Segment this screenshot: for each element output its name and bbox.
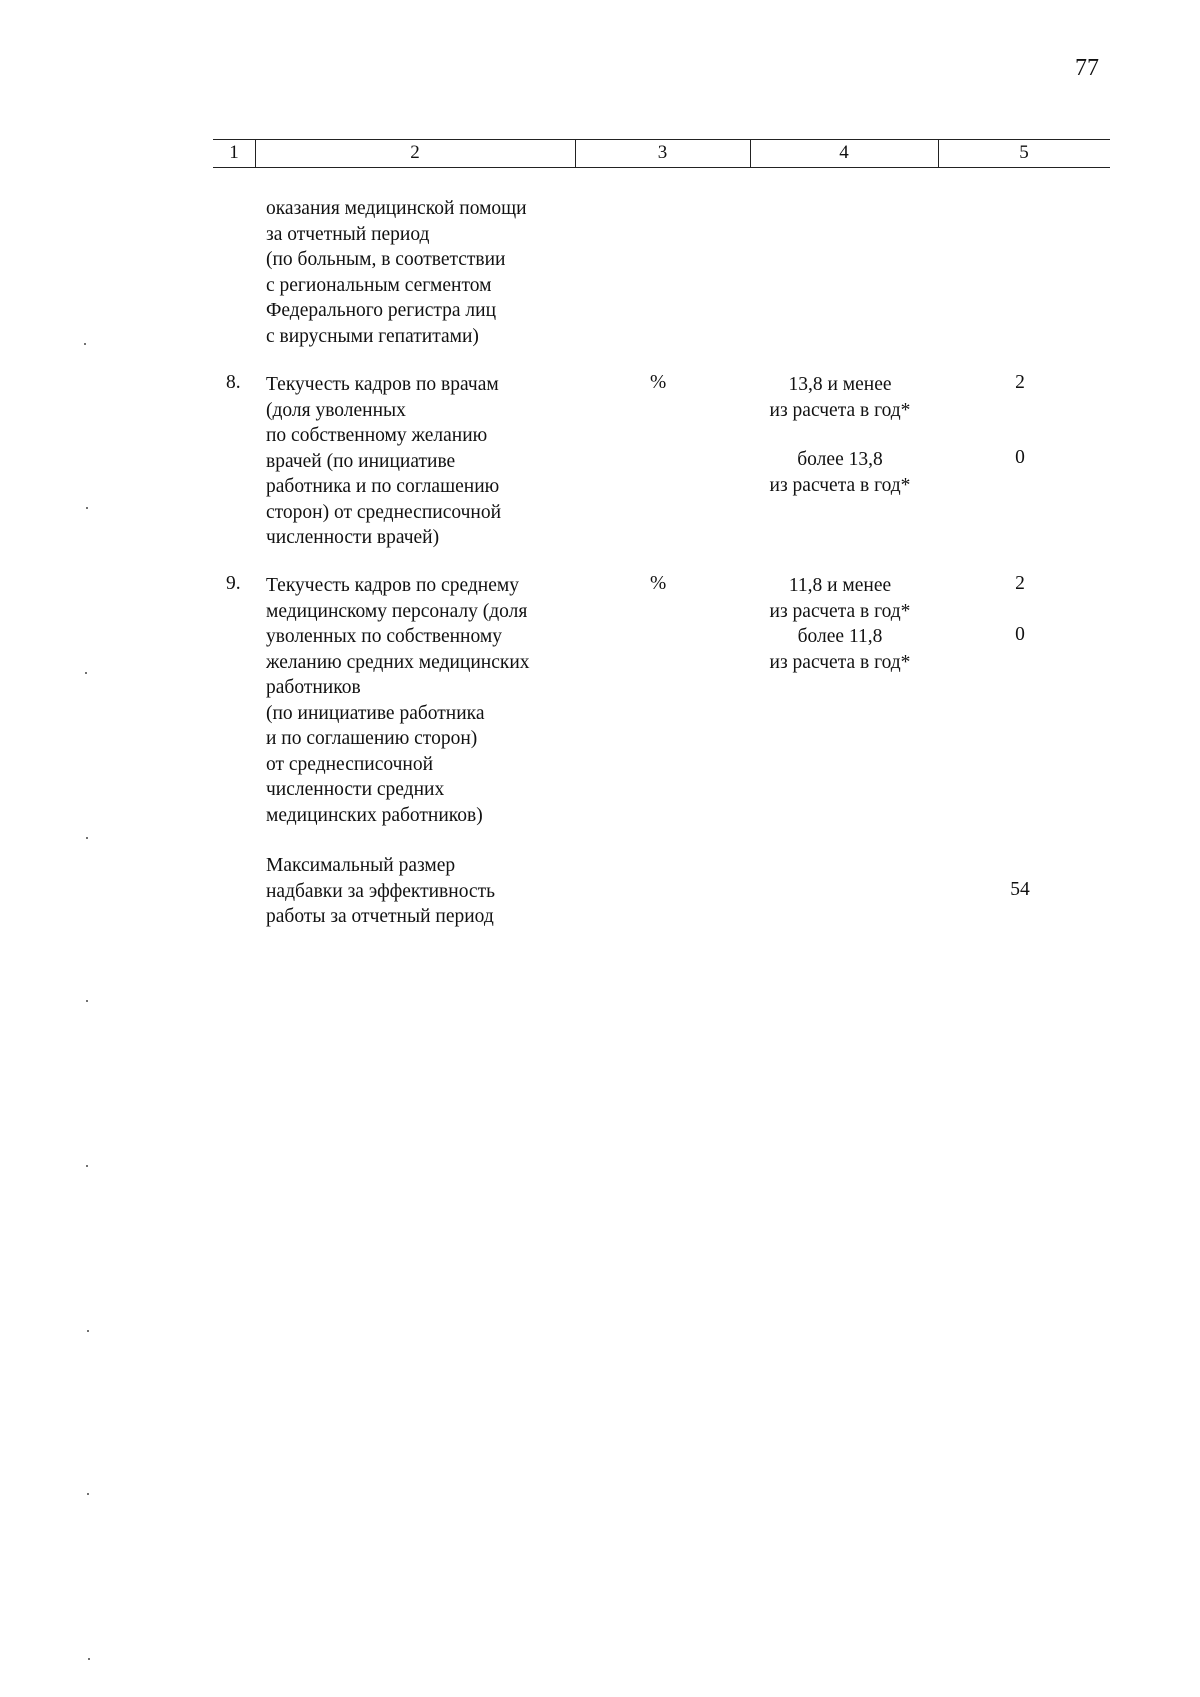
scan-speck [86,1000,88,1002]
criterion-score: 2 [1015,372,1025,393]
header-col-3: 3 [657,142,668,163]
scan-speck [85,672,87,674]
row-unit: % [650,573,667,594]
criterion-score: 2 [1015,573,1025,594]
criterion-score: 0 [1015,447,1025,468]
continuation-description: оказания медицинской помощи за отчетный период (по больным, в соответствии с региональным сегментом Федерального регистра лиц с вирусными гепатитами) [266,198,527,347]
criterion-label: 11,8 и менее из расчета в год* [769,575,911,622]
criterion-label: более 11,8 из расчета в год* [769,626,911,673]
scan-speck [86,507,88,509]
header-bottom-rule [213,167,1110,168]
header-col-5: 5 [1019,142,1029,163]
scan-speck [86,1165,88,1167]
row-unit: % [650,372,667,393]
row-description: Текучесть кадров по среднему медицинскому персоналу (доля уволенных по собственному желанию средних медицинских работников (по инициативе работника и по соглашению сторон) от среднесписочной численности средних медицинских работников) [266,575,530,826]
scan-speck [87,1493,89,1495]
summary-value: 54 [1010,879,1030,900]
criterion-label: более 13,8 из расчета в год* [769,449,911,496]
row-number: 8. [226,372,241,393]
criterion-score: 0 [1015,624,1025,645]
row-number: 9. [226,573,241,594]
page-number: 77 [1075,55,1099,81]
scan-speck [84,343,86,345]
scan-speck [88,1658,90,1660]
header-col-4: 4 [839,142,849,163]
row-description: Текучесть кадров по врачам (доля уволенных по собственному желанию врачей (по инициативе работника и по соглашению сторон) от среднесписочной численности врачей) [266,374,502,548]
criterion-label: 13,8 и менее из расчета в год* [769,374,911,421]
summary-label: Максимальный размер надбавки за эффективность работы за отчетный период [266,855,496,927]
header-top-rule [213,139,1110,140]
header-col-1: 1 [229,142,239,163]
scan-speck [87,1330,89,1332]
header-col-2: 2 [410,142,420,163]
scan-speck [86,837,88,839]
